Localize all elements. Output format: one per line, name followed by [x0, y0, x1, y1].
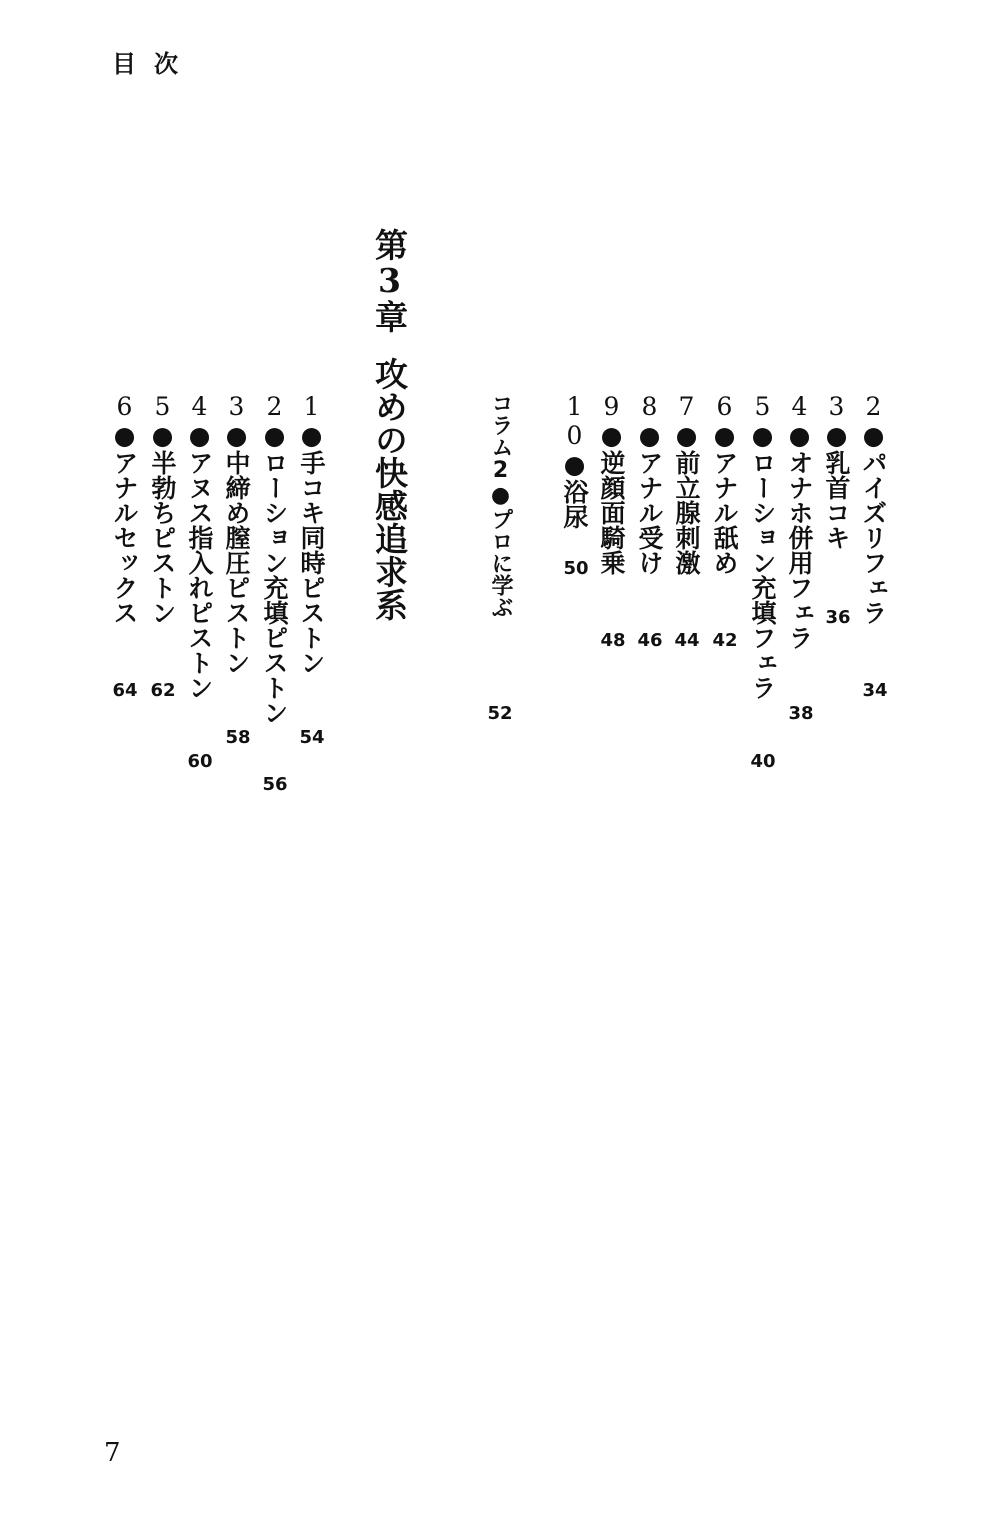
toc-entry: 2●パイズリフェラ: [859, 392, 888, 625]
toc-entry: 5●ローション充填フェラ: [748, 392, 777, 700]
page-number: 44: [674, 630, 700, 651]
toc-entry: 6●アナル舐め: [710, 392, 739, 575]
toc-entry: 8●アナル受け: [635, 392, 664, 575]
folio: 7: [104, 1438, 121, 1468]
page-number: 56: [262, 774, 288, 795]
entry-title: アナル舐め: [710, 450, 739, 575]
entry-title: ローション充填フェラ: [748, 450, 777, 700]
toc-entry: 2●ローション充填ピストン: [260, 392, 289, 725]
page-number: 42: [712, 630, 738, 651]
entry-title: 逆顔面騎乗: [597, 450, 626, 575]
entry-title: オナホ併用フェラ: [785, 450, 814, 650]
page-number: 50: [563, 558, 589, 579]
page-number: 60: [187, 751, 213, 772]
toc-entry: 4●アヌス指入れピストン: [185, 392, 214, 700]
toc-entry: 10●浴尿: [560, 392, 589, 529]
page-number: 64: [112, 680, 138, 701]
entry-number: 10: [560, 392, 589, 450]
page-number: 36: [825, 607, 851, 628]
entry-number: 5: [748, 392, 777, 421]
page-header: 目次: [112, 49, 196, 78]
entry-title: ローション充填ピストン: [260, 450, 289, 725]
toc-entry: 7●前立腺刺激: [672, 392, 701, 575]
entry-title: 浴尿: [560, 479, 589, 529]
page-number: 46: [637, 630, 663, 651]
toc-entry: 5●半勃ちピストン: [148, 392, 177, 625]
entry-title: パイズリフェラ: [859, 450, 888, 625]
chapter-label: 第3章: [370, 228, 409, 333]
entry-title: アナル受け: [635, 450, 664, 575]
page-number: 58: [225, 727, 251, 748]
toc-entry: 6●アナルセックス: [110, 392, 139, 625]
entry-title: アナルセックス: [110, 450, 139, 625]
page-number: 38: [788, 703, 814, 724]
entry-number: 6: [710, 392, 739, 421]
toc-entry: 1●手コキ同時ピストン: [297, 392, 326, 675]
page-number: 40: [750, 751, 776, 772]
chapter-title: 攻めの快感追求系: [370, 357, 409, 621]
page-number: 54: [299, 727, 325, 748]
toc-entry: 4●オナホ併用フェラ: [785, 392, 814, 650]
page-number: 62: [150, 680, 176, 701]
entry-title: 中締め膣圧ピストン: [222, 450, 251, 675]
entry-number: 3: [222, 392, 251, 421]
entry-number: 5: [148, 392, 177, 421]
entry-number: 4: [185, 392, 214, 421]
entry-number: 2: [859, 392, 888, 421]
page-number: 34: [862, 680, 888, 701]
entry-number: 7: [672, 392, 701, 421]
entry-title: アヌス指入れピストン: [185, 450, 214, 700]
toc-entry: 9●逆顔面騎乗: [597, 392, 626, 575]
entry-number: 1: [297, 392, 326, 421]
entry-number: 8: [635, 392, 664, 421]
entry-number: 6: [110, 392, 139, 421]
entry-number: 3: [822, 392, 851, 421]
entry-title: 前立腺刺激: [672, 450, 701, 575]
entry-title: 乳首コキ: [822, 450, 851, 550]
entry-number: 2: [260, 392, 289, 421]
page-number: 52: [487, 703, 513, 724]
entry-number: 4: [785, 392, 814, 421]
toc-entry: 3●乳首コキ: [822, 392, 851, 550]
page-number: 48: [600, 630, 626, 651]
entry-title: 半勃ちピストン: [148, 450, 177, 625]
entry-title: 手コキ同時ピストン: [297, 450, 326, 675]
column-title: コラム2●プロに学ぶ: [488, 392, 513, 618]
entry-number: 9: [597, 392, 626, 421]
toc-entry: 3●中締め膣圧ピストン: [222, 392, 251, 675]
